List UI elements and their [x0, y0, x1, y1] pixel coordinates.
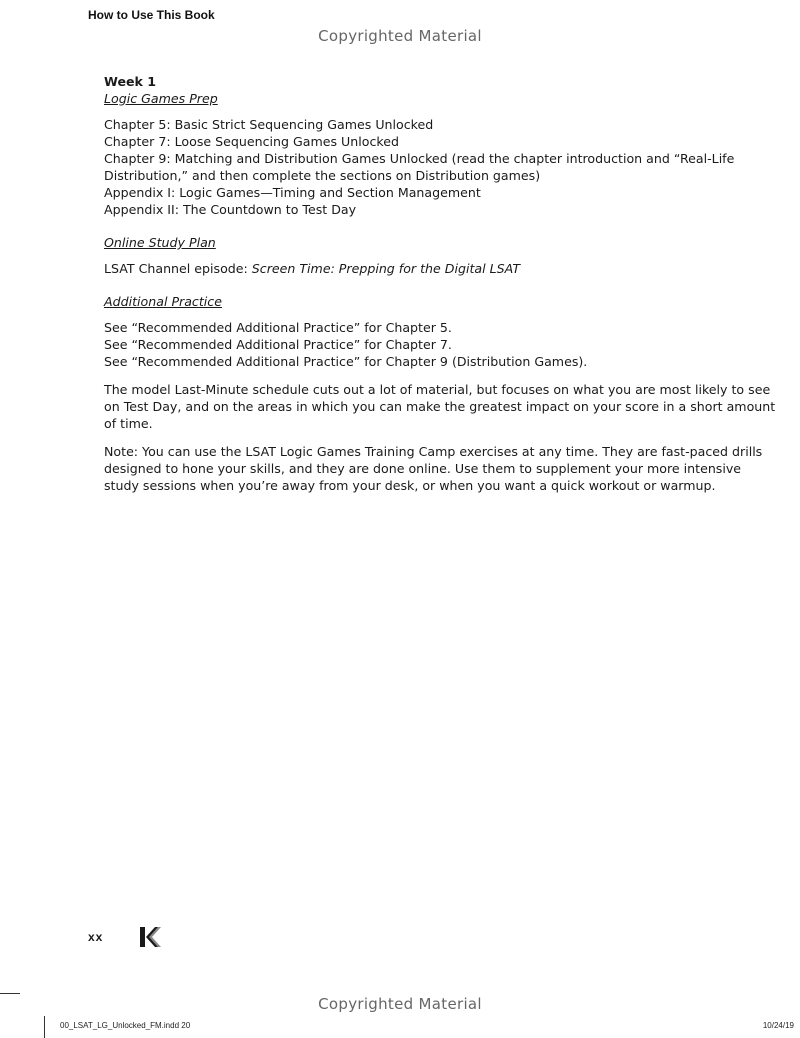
watermark-top: Copyrighted Material	[318, 27, 482, 45]
prep-item: Appendix II: The Countdown to Test Day	[104, 202, 357, 217]
prep-item: Chapter 5: Basic Strict Sequencing Games Unlocked	[104, 117, 434, 132]
online-study-plan-heading: Online Study Plan	[104, 235, 216, 250]
page-body	[104, 73, 776, 494]
slug-date: 10/24/19	[762, 1021, 794, 1030]
page-folio: xx	[88, 930, 104, 944]
running-head: How to Use This Book	[88, 8, 215, 22]
practice-item: See “Recommended Additional Practice” for Chapter 9 (Distribution Games).	[104, 354, 588, 369]
watermark-bottom: Copyrighted Material	[318, 995, 482, 1013]
logic-games-prep-heading: Logic Games Prep	[104, 91, 218, 106]
lsat-channel-line	[104, 260, 776, 277]
kaplan-logo-icon	[138, 926, 162, 948]
crop-mark-vertical	[44, 1016, 45, 1038]
prep-item: Chapter 7: Loose Sequencing Games Unlocked	[104, 134, 399, 149]
prep-item: Appendix I: Logic Games—Timing and Section Management	[104, 185, 481, 200]
additional-practice-heading: Additional Practice	[104, 294, 222, 309]
week-title: Week 1	[104, 74, 157, 89]
slug-filename: 00_LSAT_LG_Unlocked_FM.indd 20	[60, 1021, 191, 1030]
lsat-channel-prefix: LSAT Channel episode:	[104, 261, 252, 276]
prep-item: Chapter 9: Matching and Distribution Games Unlocked (read the chapter introduction and “Real-Life Distribution,” and then complete the sections on Distribution games)	[104, 151, 735, 183]
crop-mark	[0, 993, 20, 994]
note-paragraph: Note: You can use the LSAT Logic Games Training Camp exercises at any time. They are fast-paced drills designed to hone your skills, and they are done online. Use them to supplement your more intensive study sessions when you’re away from your desk, or when you want a quick workout or warmup.	[104, 444, 763, 493]
practice-item: See “Recommended Additional Practice” for Chapter 7.	[104, 337, 452, 352]
lsat-channel-episode: Screen Time: Prepping for the Digital LSAT	[251, 261, 521, 276]
model-paragraph: The model Last-Minute schedule cuts out a lot of material, but focuses on what you are most likely to see on Test Day, and on the areas in which you can make the greatest impact on your score in a short amount of time.	[104, 382, 776, 431]
practice-item: See “Recommended Additional Practice” for Chapter 5.	[104, 320, 452, 335]
